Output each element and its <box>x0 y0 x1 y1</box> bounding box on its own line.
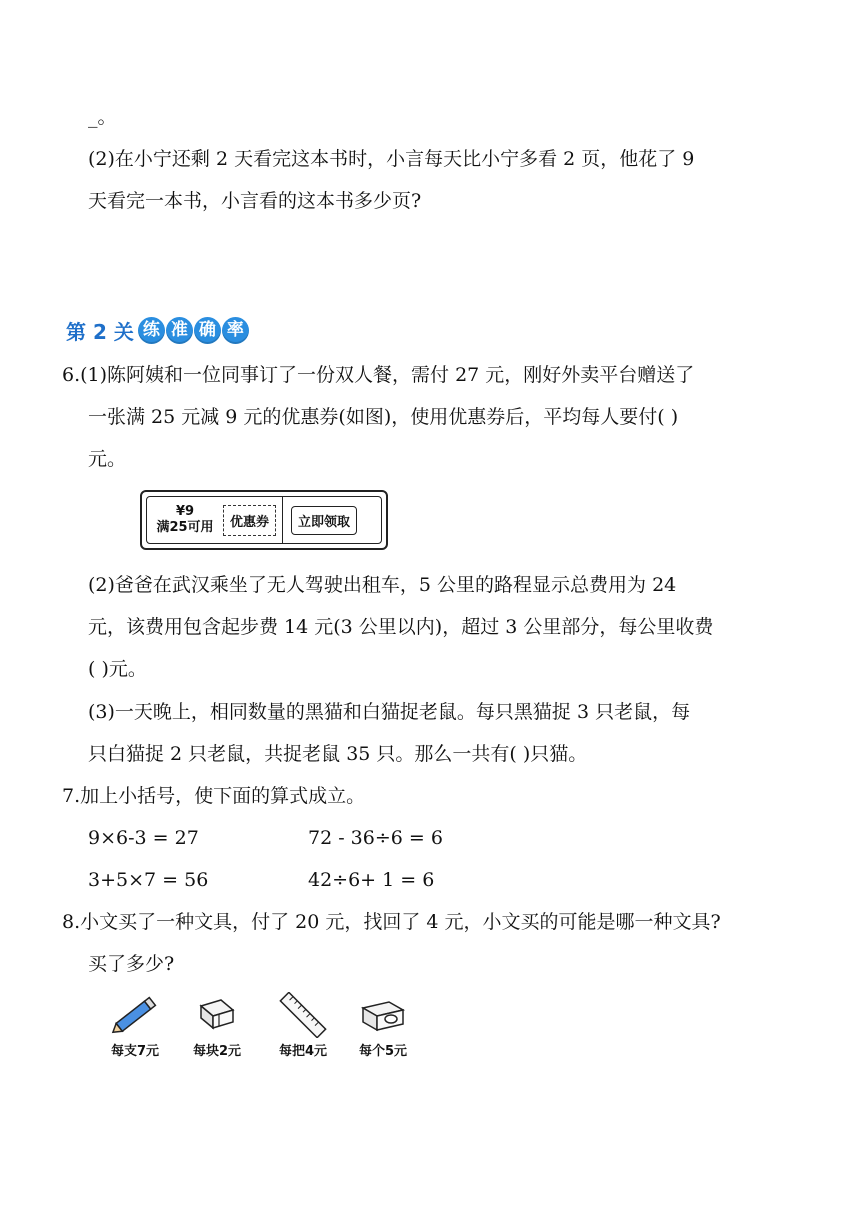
level-prefix: 第 2 关 <box>66 319 134 344</box>
question-6-2: (2)爸爸在武汉乘坐了无人驾驶出租车，5 公里的路程显示总费用为 24 <box>88 574 677 596</box>
coupon-price-block <box>147 504 223 536</box>
level-char: 练 <box>138 317 165 344</box>
ruler-icon <box>273 992 333 1038</box>
stationery-item <box>100 992 170 1062</box>
text-line: 一张满 25 元减 9 元的优惠券(如图)，使用优惠券后，平均每人要付( ) <box>88 406 679 428</box>
stationery-illustration <box>100 992 430 1062</box>
price-label: 每个5元 <box>358 1044 408 1059</box>
text-line: 元，该费用包含起步费 14 元(3 公里以内)，超过 3 公里部分，每公里收费 <box>88 616 714 638</box>
level-badge <box>66 315 250 345</box>
coupon-condition: 满25可用 <box>156 520 214 535</box>
stationery-item <box>268 992 338 1062</box>
text-line: 天看完一本书，小言看的这本书多少页? <box>88 190 422 212</box>
question-7: 7.加上小括号，使下面的算式成立。 <box>62 785 366 807</box>
question-8: 8.小文买了一种文具，付了 20 元，找回了 4 元，小文买的可能是哪一种文具? <box>62 911 721 933</box>
equation: 42÷6+ 1 = 6 <box>308 869 435 891</box>
question-5-2: (2)在小宁还剩 2 天看完这本书时，小言每天比小宁多看 2 页，他花了 9 <box>88 148 695 170</box>
eraser-icon <box>187 992 247 1038</box>
price-label: 每把4元 <box>278 1044 328 1059</box>
text-line: 元。 <box>88 448 127 470</box>
level-char: 确 <box>194 317 221 344</box>
text-line: ( )元。 <box>88 658 147 680</box>
question-6-1: 6.(1)陈阿姨和一位同事订了一份双人餐，需付 27 元，刚好外卖平台赠送了 <box>62 364 695 386</box>
price-label: 每支7元 <box>110 1044 160 1059</box>
coupon-price: ¥9 <box>175 504 195 519</box>
coupon-divider <box>282 497 283 543</box>
text-line: 买了多少? <box>88 953 175 975</box>
question-6-3: (3)一天晚上，相同数量的黑猫和白猫捉老鼠。每只黑猫捉 3 只老鼠，每 <box>88 701 691 723</box>
stationery-item <box>182 992 252 1062</box>
coupon-illustration <box>140 490 388 550</box>
stationery-item <box>348 992 418 1062</box>
coupon-tag: 优惠券 <box>223 505 276 536</box>
level-char: 率 <box>222 317 249 344</box>
price-label: 每块2元 <box>192 1044 242 1059</box>
pencil-icon <box>105 992 165 1038</box>
pencil-case-icon <box>353 992 413 1038</box>
text-line: 只白猫捉 2 只老鼠，共捉老鼠 35 只。那么一共有( )只猫。 <box>88 743 588 765</box>
coupon-claim-button: 立即领取 <box>291 506 357 535</box>
level-char: 准 <box>166 317 193 344</box>
equation: 3+5×7 = 56 <box>88 869 209 891</box>
text-line: _。 <box>88 106 117 128</box>
equation: 9×6-3 = 27 <box>88 827 199 849</box>
equation: 72 - 36÷6 = 6 <box>308 827 443 849</box>
